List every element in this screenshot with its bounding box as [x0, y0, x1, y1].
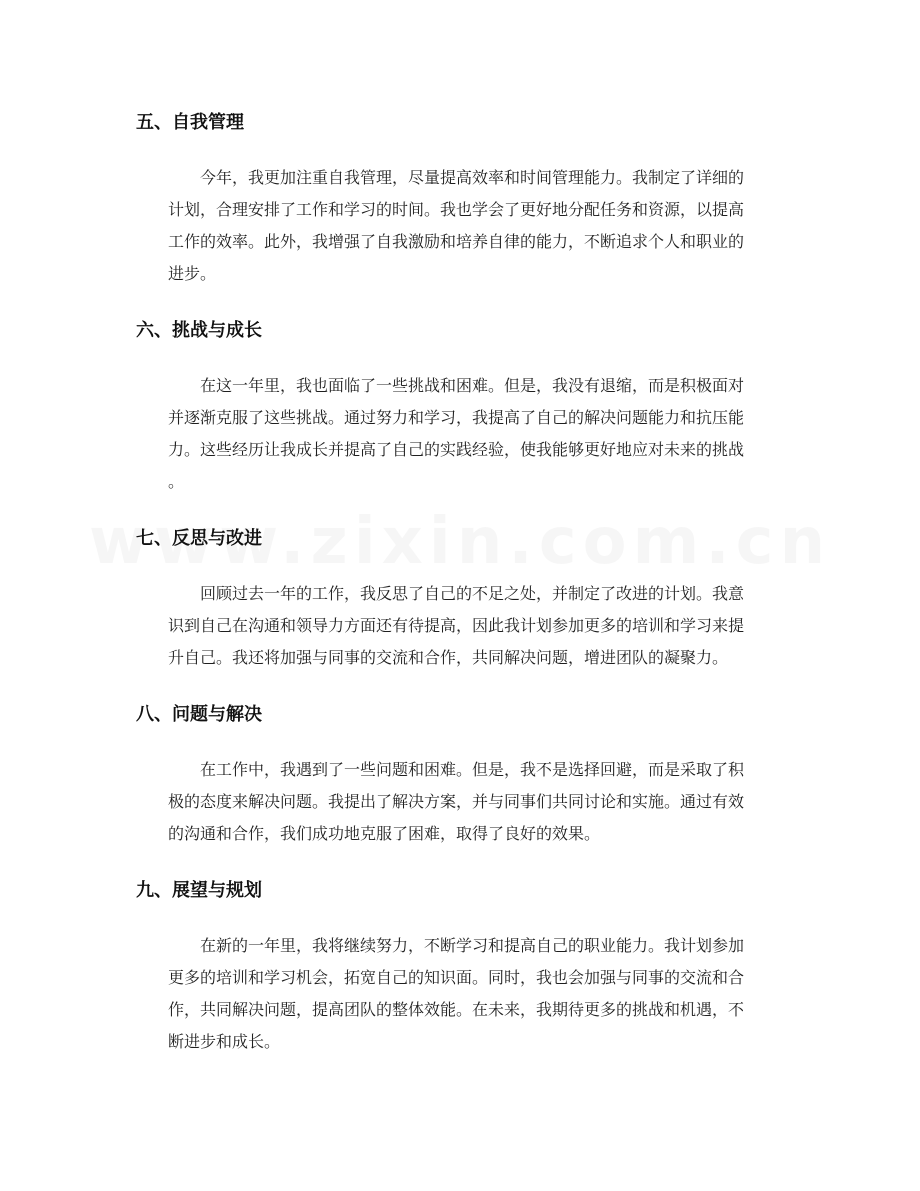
section-paragraph	[136, 754, 788, 850]
paragraph-line: 作，共同解决问题，提高团队的整体效能。在未来，我期待更多的挑战和机遇，不	[168, 1000, 745, 1019]
paragraph-line: 极的态度来解决问题。我提出了解决方案，并与同事们共同讨论和实施。通过有效	[168, 792, 745, 811]
paragraph-line: 。	[168, 472, 185, 491]
section-heading: 九、展望与规划	[136, 880, 262, 901]
section-outlook-planning	[136, 872, 788, 1058]
section-reflection-improvement	[136, 520, 788, 696]
section-self-management	[136, 104, 788, 312]
section-problems-solutions	[136, 696, 788, 872]
paragraph-line: 断进步和成长。	[168, 1032, 281, 1051]
paragraph-line: 在这一年里，我也面临了一些挑战和困难。但是，我没有退缩，而是积极面对	[200, 376, 745, 395]
paragraph-line: 回顾过去一年的工作，我反思了自己的不足之处，并制定了改进的计划。我意	[200, 584, 745, 603]
paragraph-line: 识到自己在沟通和领导力方面还有待提高，因此我计划参加更多的培训和学习来提	[168, 616, 745, 635]
paragraph-line: 更多的培训和学习机会，拓宽自己的知识面。同时，我也会加强与同事的交流和合	[168, 968, 745, 987]
paragraph-line: 在工作中，我遇到了一些问题和困难。但是，我不是选择回避，而是采取了积	[200, 760, 745, 779]
section-paragraph	[136, 162, 788, 290]
section-paragraph	[136, 370, 788, 498]
paragraph-line: 力。这些经历让我成长并提高了自己的实践经验，使我能够更好地应对未来的挑战	[168, 440, 745, 459]
section-heading: 八、问题与解决	[136, 704, 262, 725]
paragraph-line: 并逐渐克服了这些挑战。通过努力和学习，我提高了自己的解决问题能力和抗压能	[168, 408, 745, 427]
paragraph-line: 升自己。我还将加强与同事的交流和合作，共同解决问题，增进团队的凝聚力。	[168, 648, 729, 667]
paragraph-line: 今年，我更加注重自我管理，尽量提高效率和时间管理能力。我制定了详细的	[200, 168, 745, 187]
section-challenge-growth	[136, 312, 788, 520]
section-paragraph	[136, 578, 788, 674]
document-body	[136, 104, 788, 1058]
paragraph-line: 进步。	[168, 264, 217, 283]
paragraph-line: 的沟通和合作，我们成功地克服了困难，取得了良好的效果。	[168, 824, 601, 843]
paragraph-line: 工作的效率。此外，我增强了自我激励和培养自律的能力，不断追求个人和职业的	[168, 232, 745, 251]
section-heading: 七、反思与改进	[136, 528, 262, 549]
section-paragraph	[136, 930, 788, 1058]
paragraph-line: 计划，合理安排了工作和学习的时间。我也学会了更好地分配任务和资源，以提高	[168, 200, 745, 219]
section-heading: 五、自我管理	[136, 112, 244, 133]
paragraph-line: 在新的一年里，我将继续努力，不断学习和提高自己的职业能力。我计划参加	[200, 936, 745, 955]
section-heading: 六、挑战与成长	[136, 320, 262, 341]
